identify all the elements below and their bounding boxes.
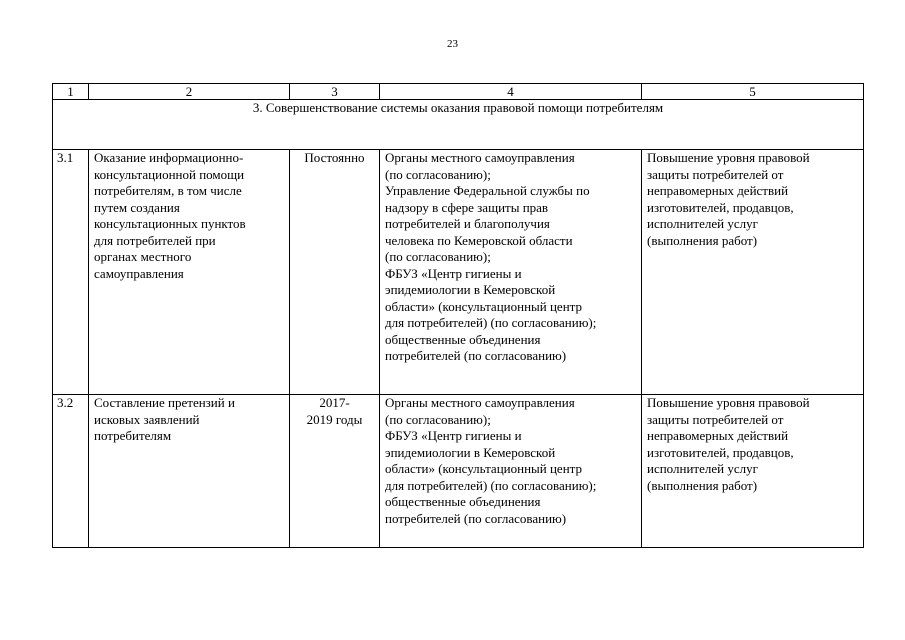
item-number: 3.1 [53, 150, 89, 395]
result-line: исполнителей услуг [647, 216, 758, 231]
executor-line: области» (консультационный центр [385, 461, 582, 476]
page-number: 23 [447, 38, 458, 50]
column-number: 3 [290, 84, 380, 100]
executor-line: (по согласованию); [385, 249, 491, 264]
result-line: Повышение уровня правовой [647, 395, 810, 410]
executor-line: эпидемиологии в Кемеровской [385, 444, 556, 460]
activity-line: самоуправления [94, 265, 184, 281]
term-cell [290, 395, 380, 548]
result-line: исполнителей услуг [647, 461, 758, 476]
result-line: (выполнения работ) [647, 477, 758, 493]
executors-cell [380, 150, 642, 395]
activity-line: исковых заявлений [94, 411, 200, 427]
table-row [53, 395, 864, 548]
column-number: 1 [53, 84, 89, 100]
executor-line: общественные объединения [385, 494, 541, 509]
term-line: 2019 годы [306, 411, 363, 427]
column-number: 5 [642, 84, 864, 100]
activity-line: Составление претензий и [94, 395, 235, 410]
activity-line: консультационных пунктов [94, 216, 246, 231]
executor-line: ФБУЗ «Центр гигиены и [385, 265, 522, 281]
term-line: 2017- [319, 395, 350, 410]
activity-line: путем создания [94, 199, 180, 215]
result-line: изготовителей, продавцов, [647, 199, 794, 215]
result-line: неправомерных действий [647, 183, 789, 198]
executor-line: общественные объединения [385, 331, 541, 347]
executor-line: области» (консультационный центр [385, 298, 582, 314]
result-line: (выполнения работ) [647, 232, 758, 248]
executor-line: для потребителей) (по согласованию); [385, 477, 597, 493]
executors-cell [380, 395, 642, 548]
section-row [53, 100, 864, 150]
executor-line: надзору в сфере защиты прав [385, 199, 549, 215]
column-number: 2 [89, 84, 290, 100]
item-number: 3.2 [53, 395, 89, 548]
measures-table [52, 83, 864, 548]
result-cell [642, 395, 864, 548]
activity-line: органах местного [94, 249, 192, 264]
activity-line: консультационной помощи [94, 166, 245, 182]
activity-cell [89, 395, 290, 548]
column-number: 4 [380, 84, 642, 100]
result-line: неправомерных действий [647, 428, 789, 443]
table-row [53, 150, 864, 395]
executor-line: потребителей и благополучия [385, 216, 550, 231]
result-cell [642, 150, 864, 395]
result-line: защиты потребителей от [647, 411, 784, 427]
activity-line: Оказание информационно- [94, 150, 244, 165]
section-title: 3. Совершенствование системы оказания правовой помощи потребителям [53, 100, 864, 150]
executor-line: Органы местного самоуправления [385, 150, 575, 165]
executor-line: (по согласованию); [385, 411, 491, 427]
result-line: защиты потребителей от [647, 166, 784, 182]
executor-line: (по согласованию); [385, 166, 491, 182]
activity-cell [89, 150, 290, 395]
executor-line: ФБУЗ «Центр гигиены и [385, 428, 522, 443]
activity-line: потребителям, в том числе [94, 183, 242, 198]
executor-line: потребителей (по согласованию) [385, 348, 567, 363]
result-line: изготовителей, продавцов, [647, 444, 794, 460]
executor-line: эпидемиологии в Кемеровской [385, 282, 556, 297]
executor-line: человека по Кемеровской области [385, 232, 573, 248]
executor-line: потребителей (по согласованию) [385, 510, 567, 526]
column-number-row [53, 84, 864, 100]
term-cell [290, 150, 380, 395]
activity-line: потребителям [94, 428, 172, 443]
executor-line: Органы местного самоуправления [385, 395, 575, 410]
term-line: Постоянно [304, 150, 365, 165]
result-line: Повышение уровня правовой [647, 150, 810, 165]
activity-line: для потребителей при [94, 232, 216, 248]
executor-line: Управление Федеральной службы по [385, 183, 590, 198]
executor-line: для потребителей) (по согласованию); [385, 315, 597, 330]
